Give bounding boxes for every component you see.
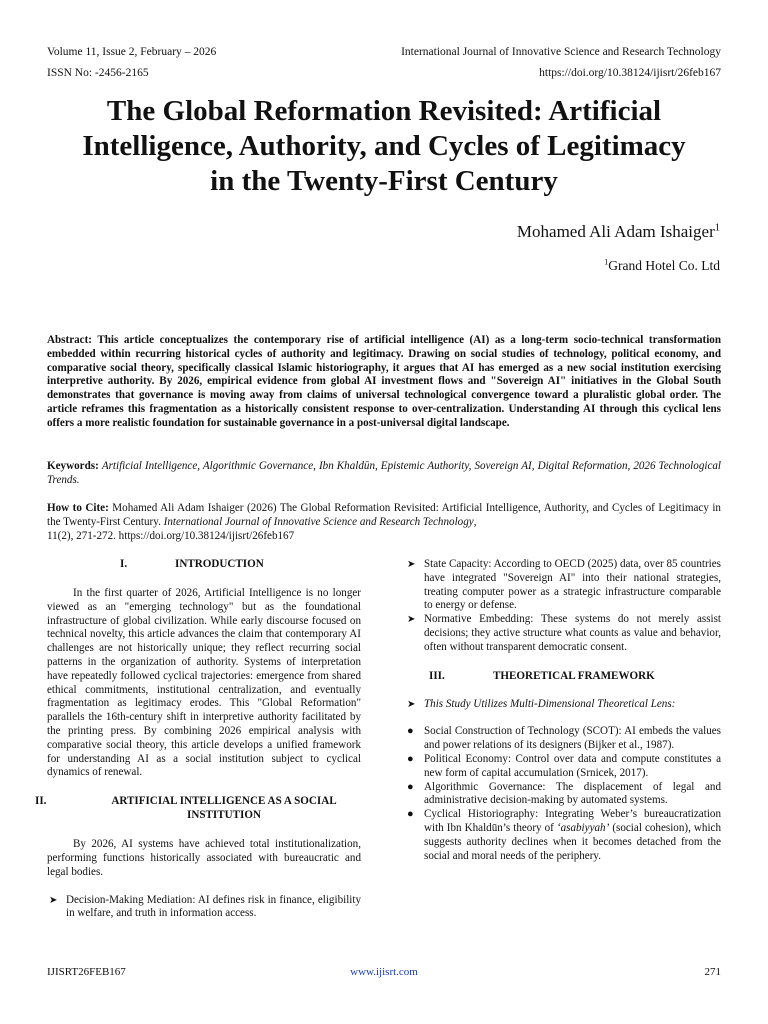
abstract	[47, 334, 721, 431]
list-item-text: Cyclical Historiography: Integrating Weber’s bureaucratization with Ibn Khaldūn’s theory of ‘asabiyyah’ (social cohesion), which suggests authority declines when it becomes detached from the social and moral needs of the periphery.	[424, 808, 721, 862]
section-number: III.	[429, 669, 445, 682]
abstract-label: Abstract:	[47, 334, 92, 346]
arrow-bullet-icon: ➤	[49, 894, 58, 906]
arrow-bullet-icon: ➤	[407, 698, 416, 710]
list-item	[405, 725, 721, 753]
section-heading	[405, 670, 721, 684]
title-line: The Global Reformation Revisited: Artificial	[106, 95, 662, 127]
author-name: Mohamed Ali Adam Ishaiger	[516, 222, 715, 241]
list-item	[405, 613, 721, 654]
section-title: INTRODUCTION	[175, 558, 264, 570]
list-item	[405, 558, 721, 613]
footer-paper-id: IJISRT26FEB167	[47, 966, 126, 978]
list-item-text: Normative Embedding: These systems do not merely assist decisions; they active structure what counts as value and behavior, often without transparent democratic consent.	[424, 613, 721, 653]
dot-bullet-icon: ●	[407, 725, 414, 738]
cite-sep: ,	[473, 515, 477, 528]
list-item-text: State Capacity: According to OECD (2025) data, over 85 countries have integrated "Sovereign AI" into their national strategies, treating computer power as a strategic infrastructure comparable to energy or defense.	[424, 558, 721, 612]
cite-journal: International Journal of Innovative Science and Research Technology	[163, 515, 474, 528]
affiliation	[604, 258, 720, 274]
keywords	[47, 460, 721, 488]
list-item-text: This Study Utilizes Multi-Dimensional Theoretical Lens:	[424, 697, 676, 710]
cite-body	[47, 502, 721, 530]
left-column	[35, 558, 361, 921]
header-journal: International Journal of Innovative Science and Research Technology	[401, 46, 721, 58]
cite-label: How to Cite:	[47, 502, 109, 514]
list-item	[405, 753, 721, 781]
cite-text: Mohamed Ali Adam Ishaiger (2026) The Global Reformation Revisited: Artificial Intelligence, Authority, and Cycles of Legitimacy in the Twenty-First Century.	[47, 502, 721, 528]
affiliation-text: Grand Hotel Co. Ltd	[608, 258, 720, 273]
author	[517, 222, 720, 242]
bullet-list	[405, 725, 721, 863]
dot-bullet-icon: ●	[407, 752, 414, 765]
list-item	[405, 781, 721, 809]
list-item-text: Algorithmic Governance: The displacement of legal and administrative decision-making by automated systems.	[424, 780, 721, 807]
section-heading	[47, 558, 361, 572]
abstract-text: This article conceptualizes the contemporary rise of artificial intelligence (AI) as a long-term socio-technical transformation embedded within recurring historical cycles of authority and legitimacy. Drawing on social studies of technology, political economy, and comparative social theory, specifically classical Islamic historiography, it argues that AI has emerged as a new social institution exercising interpretive authority. By 2026, empirical evidence from global AI investment flows and "Sovereign AI" initiatives in the Global South demonstrates that governance is moving away from claims of universal technological convergence toward a pluralistic global order. The article reframes this fragmentation as a historically consistent response to over-centralization. Understanding AI through this cyclical lens offers a more realistic foundation for sustainable governance in a post-universal digital landscape.	[47, 334, 721, 429]
section-number: II.	[35, 795, 47, 808]
list-item-text: Social Construction of Technology (SCOT): AI embeds the values and power relations of its designers (Bijker et al., 1987).	[424, 725, 721, 752]
section-title-line: INSTITUTION	[187, 808, 261, 821]
list-item-text: Decision-Making Mediation: AI defines risk in finance, eligibility in welfare, and truth in information access.	[66, 893, 361, 920]
page-number: 271	[704, 966, 721, 978]
header-doi-link[interactable]: https://doi.org/10.38124/ijisrt/26feb167	[539, 67, 721, 79]
intro-paragraph: In the first quarter of 2026, Artificial Intelligence is no longer viewed as an "emerging technology" but as the foundational infrastructure of global civilization. While early discourse focused on technical novelty, this article advances the claim that contemporary AI challenges are not historically unique; they reflect recurring social patterns in the organization of authority. Systems of interpretation have repeatedly followed cyclical trajectories: emergence from shared ethical commitments, institutional centralization, and eventually fragmentation as legitimacy erodes. This "Global Reformation" parallels the 16th-century shift in interpretive authority facilitated by the printing press. By combining 2026 empirical analysis with comparative social theory, this article develops a unified framework for understanding AI as a social institution subject to cyclical dynamics of renewal.	[47, 587, 361, 779]
section-title	[87, 795, 361, 823]
header-issn: ISSN No: -2456-2165	[47, 67, 149, 79]
title-line: in the Twenty-First Century	[210, 165, 558, 197]
title-line: Intelligence, Authority, and Cycles of Legitimacy	[82, 130, 686, 162]
list-item	[405, 808, 721, 863]
footer-website-link[interactable]: www.ijisrt.com	[350, 966, 418, 978]
author-sup: 1	[714, 222, 720, 234]
keywords-text: Artificial Intelligence, Algorithmic Governance, Ibn Khaldūn, Epistemic Authority, Sovereign AI, Digital Reformation, 2026 Technological Trends.	[47, 460, 721, 486]
cite-line: 11(2), 271-272. https://doi.org/10.38124/ijisrt/26feb167	[47, 529, 295, 542]
arrow-bullet-icon: ➤	[407, 559, 416, 570]
dot-bullet-icon: ●	[407, 780, 414, 793]
header-volume: Volume 11, Issue 2, February – 2026	[47, 46, 217, 58]
dot-bullet-icon: ●	[407, 808, 414, 821]
how-to-cite	[47, 502, 721, 543]
section-title: THEORETICAL FRAMEWORK	[493, 669, 655, 682]
keywords-label: Keywords:	[47, 460, 99, 472]
right-column	[405, 558, 721, 863]
list-item	[47, 894, 361, 922]
section-number: I.	[120, 558, 128, 570]
paper-title	[40, 94, 728, 199]
list-item-lead	[405, 698, 721, 712]
section-heading	[35, 795, 361, 823]
arrow-bullet-icon: ➤	[407, 614, 416, 626]
section-paragraph: By 2026, AI systems have achieved total institutionalization, performing functions historically associated with bureaucratic and legal bodies.	[47, 838, 361, 878]
section-title-line: ARTIFICIAL INTELLIGENCE AS A SOCIAL	[111, 795, 337, 808]
affiliation-sup: 1	[604, 257, 609, 267]
term-asabiyyah: ‘asabiyyah’	[556, 821, 610, 834]
list-item-text: Political Economy: Control over data and compute constitutes a new form of capital accumulation (Srnicek, 2017).	[424, 752, 721, 779]
